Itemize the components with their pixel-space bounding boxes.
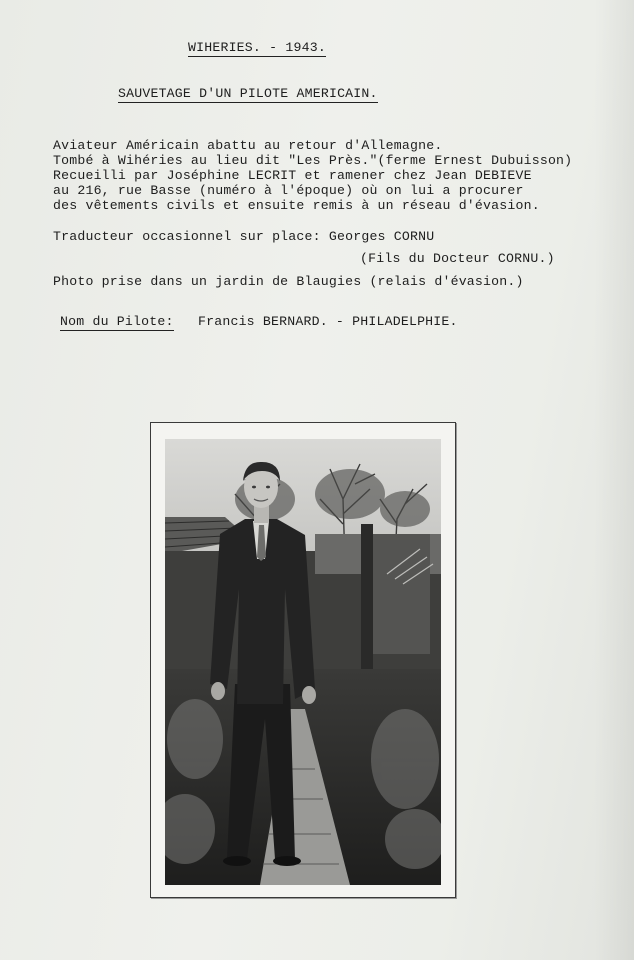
- body-line-4: au 216, rue Basse (numéro à l'époque) où on lui a procurer: [53, 183, 524, 198]
- pilot-photo: [165, 439, 441, 885]
- body-line-5: des vêtements civils et ensuite remis à un réseau d'évasion.: [53, 198, 540, 213]
- body-line-1: Aviateur Américain abattu au retour d'Allemagne.: [53, 138, 443, 153]
- pilot-label: Nom du Pilote:: [60, 314, 174, 329]
- translator-line: Traducteur occasionnel sur place: Georges CORNU: [53, 229, 435, 244]
- document-title: WIHERIES. - 1943.: [188, 40, 326, 55]
- translator-note: (Fils du Docteur CORNU.): [360, 251, 555, 266]
- pilot-value: Francis BERNARD. - PHILADELPHIE.: [198, 314, 458, 329]
- document-subtitle: SAUVETAGE D'UN PILOTE AMERICAIN.: [118, 86, 378, 101]
- body-line-3: Recueilli par Joséphine LECRIT et ramener chez Jean DEBIEVE: [53, 168, 532, 183]
- body-line-2: Tombé à Wihéries au lieu dit "Les Près."(ferme Ernest Dubuisson): [53, 153, 573, 168]
- photo-print: [150, 422, 456, 898]
- pilot-photo-image: [165, 439, 441, 885]
- photo-caption: Photo prise dans un jardin de Blaugies (relais d'évasion.): [53, 274, 524, 289]
- page-shadow: [594, 0, 634, 960]
